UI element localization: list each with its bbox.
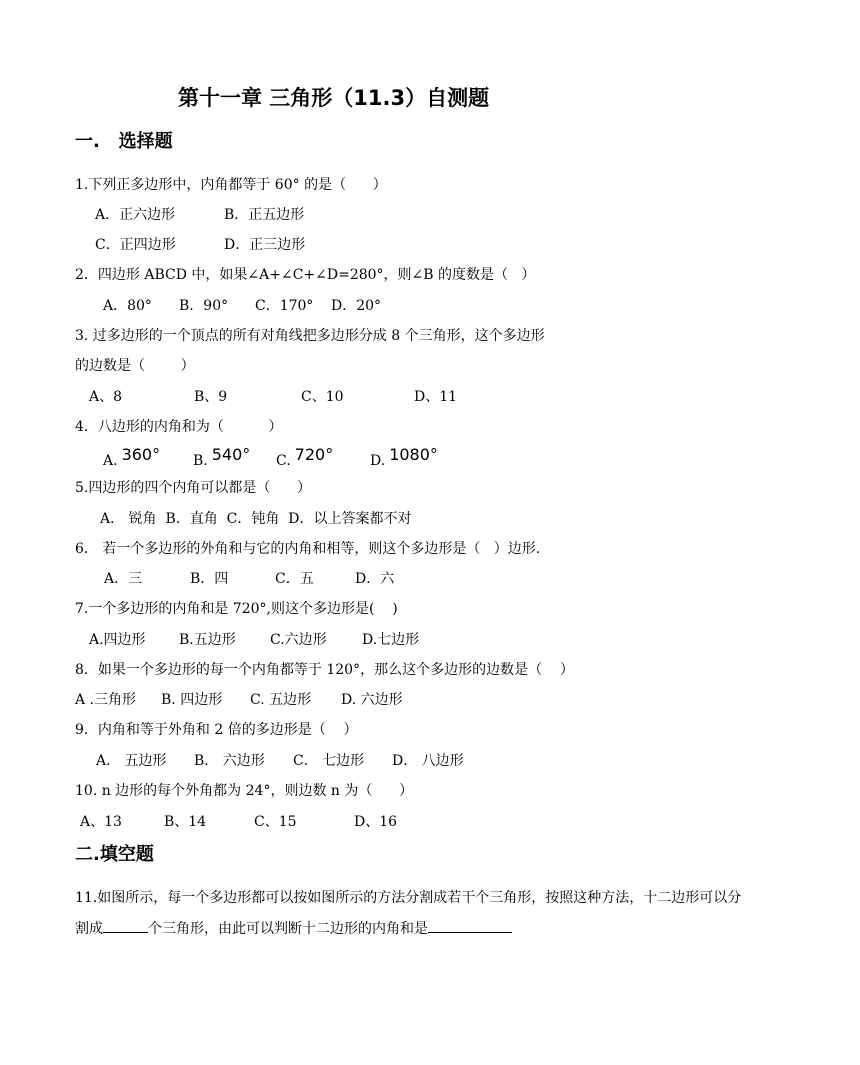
q4-option-d-letter: D.: [370, 453, 386, 469]
q3-option-c: C、10: [301, 389, 344, 405]
q6-option-c: C．五: [275, 571, 314, 587]
question-5-stem: 5.四边形的四个内角可以都是（ ）: [75, 480, 312, 496]
q1-option-d: D．正三边形: [224, 237, 306, 253]
question-11-text-b: 个三角形，由此可以判断十二边形的内角和是: [148, 921, 428, 937]
answer-blank-1[interactable]: [103, 918, 148, 933]
q4-option-c-letter: C.: [276, 453, 291, 469]
q9-option-d: D． 八边形: [392, 753, 464, 769]
q3-option-b: B、9: [194, 389, 228, 405]
q2-option-c: C．170°: [255, 298, 314, 314]
q4-option-b: [193, 445, 251, 471]
q1-option-b: B．正五边形: [224, 207, 305, 223]
q2-option-b: B．90°: [179, 298, 229, 314]
q6-option-d: D．六: [355, 571, 395, 587]
q3-option-a: A、8: [89, 389, 123, 405]
question-3-stem-line-2: 的边数是（ ）: [75, 358, 195, 374]
q6-option-a: A．三: [104, 571, 143, 587]
q3-option-d: D、11: [414, 389, 458, 405]
question-3-stem-line-1: 3. 过多边形的一个顶点的所有对角线把多边形分成 8 个三角形，这个多边形: [75, 328, 545, 344]
q2-option-a: A．80°: [103, 298, 152, 314]
answer-blank-2[interactable]: [428, 918, 512, 933]
q4-option-d: [370, 445, 438, 471]
question-9-stem: 9．内角和等于外角和 2 倍的多边形是（ ）: [75, 722, 358, 738]
q9-option-a: A． 五边形: [96, 753, 167, 769]
q8-option-d: D. 六边形: [341, 692, 403, 708]
question-11-line-1: 11.如图所示，每一个多边形都可以按如图所示的方法分割成若干个三角形，按照这种方法，十二边形可以分: [75, 890, 742, 906]
question-6-stem: 6． 若一个多边形的外角和与它的内角和相等，则这个多边形是（ ）边形.: [75, 541, 541, 557]
q10-option-c: C、15: [254, 814, 297, 830]
q6-option-b: B．四: [190, 571, 229, 587]
q7-option-b: B.五边形: [179, 632, 236, 648]
page-title: 第十一章 三角形（11.3）自测题: [178, 86, 490, 110]
q9-option-c: C． 七边形: [293, 753, 365, 769]
q8-option-a: A .三角形: [75, 692, 137, 708]
q4-option-b-letter: B.: [193, 453, 208, 469]
q10-option-a: A、13: [80, 814, 122, 830]
q4-option-c: [276, 445, 334, 471]
q4-option-b-value: 540°: [211, 445, 251, 464]
q9-option-b: B． 六边形: [194, 753, 265, 769]
section-heading-choice: 一. 选择题: [75, 131, 173, 152]
q10-option-d: D、16: [354, 814, 398, 830]
question-8-stem: 8．如果一个多边形的每一个内角都等于 120°，那么这个多边形的边数是（ ）: [75, 662, 574, 678]
q1-option-c: C．正四边形: [95, 237, 176, 253]
question-1-stem: 1.下列正多边形中，内角都等于 60° 的是（ ）: [75, 177, 387, 193]
section-heading-fill-blank: 二.填空题: [75, 844, 154, 865]
q7-option-c: C.六边形: [270, 632, 327, 648]
q4-option-c-value: 720°: [294, 445, 334, 464]
q5-options: A． 锐角 B．直角 C．钝角 D．以上答案都不对: [100, 511, 412, 527]
q8-option-b: B. 四边形: [161, 692, 223, 708]
q4-option-a-letter: A.: [103, 453, 118, 469]
q4-option-a: [103, 445, 161, 471]
q7-option-a: A.四边形: [89, 632, 146, 648]
question-2-stem: 2．四边形 ABCD 中，如果∠A+∠C+∠D=280°，则∠B 的度数是（ ）: [75, 267, 536, 283]
question-11-text-a: 割成: [75, 921, 103, 937]
q10-option-b: B、14: [164, 814, 207, 830]
question-10-stem: 10. n 边形的每个外角都为 24°，则边数 n 为（ ）: [75, 783, 414, 799]
question-11-line-2: [75, 918, 512, 939]
q4-option-d-value: 1080°: [389, 445, 438, 464]
q7-option-d: D.七边形: [362, 632, 420, 648]
q4-option-a-value: 360°: [121, 445, 161, 464]
question-7-stem: 7.一个多边形的内角和是 720°,则这个多边形是( ): [75, 601, 398, 617]
q2-option-d: D．20°: [331, 298, 382, 314]
q8-option-c: C. 五边形: [250, 692, 312, 708]
question-4-stem: 4．八边形的内角和为（ ）: [75, 419, 283, 435]
q1-option-a: A．正六边形: [95, 207, 176, 223]
